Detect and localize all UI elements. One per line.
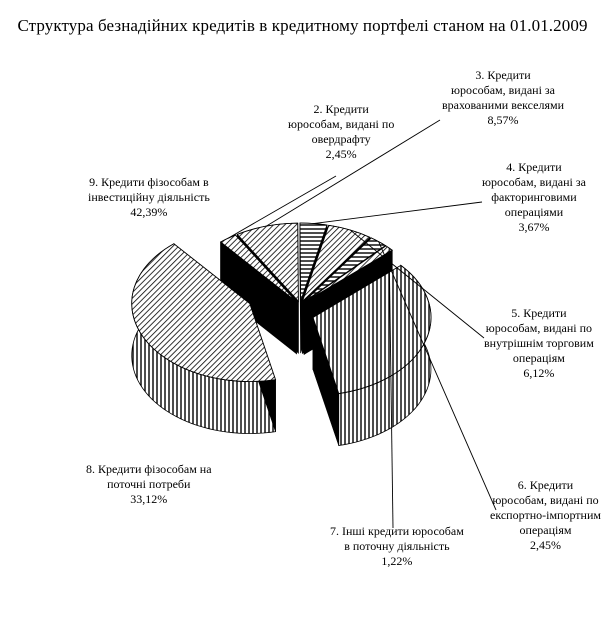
slice-label-4-line-4: операціями bbox=[504, 205, 564, 219]
slice-label-5-line-1: 5. Кредити bbox=[511, 306, 567, 320]
slice-label-2-line-2: юрособам, видані по bbox=[288, 117, 395, 131]
slice-label-3-line-2: юрособам, видані за bbox=[451, 83, 555, 97]
slice-label-2 bbox=[288, 102, 394, 162]
slice-label-5-line-4: операціям bbox=[512, 351, 565, 365]
chart-title: Структура безнадійних кредитів в кредитному портфелі станом на 01.01.2009 bbox=[17, 16, 588, 35]
slice-label-5-value: 6,12% bbox=[523, 366, 555, 380]
slice-label-8-line-2: поточні потреби bbox=[107, 477, 191, 491]
slice-label-8 bbox=[86, 462, 212, 507]
slice-label-4-line-3: факторинговими bbox=[491, 190, 577, 204]
slice-label-2-line-1: 2. Кредити bbox=[313, 102, 369, 116]
slice-label-2-line-3: овердрафту bbox=[311, 132, 371, 146]
slice-label-2-value: 2,45% bbox=[325, 147, 357, 161]
slice-label-6-line-3: експортно-імпортним bbox=[490, 508, 601, 522]
slice-label-6-value: 2,45% bbox=[529, 538, 561, 552]
slice-label-5 bbox=[484, 306, 594, 381]
slice-label-6-line-4: операціям bbox=[519, 523, 572, 537]
slice-label-9-line-1: 9. Кредити фізособам в bbox=[89, 175, 209, 189]
slice-label-5-line-2: юрособам, видані по bbox=[485, 321, 593, 335]
slice-label-3-line-3: врахованими векселями bbox=[442, 98, 565, 112]
slice-label-9-line-2: інвестиційну діяльність bbox=[88, 190, 210, 204]
slice-label-3 bbox=[442, 68, 564, 128]
slice-label-7-line-1: 7. Інші кредити юрособам bbox=[330, 524, 464, 538]
slice-label-8-line-1: 8. Кредити фізособам на bbox=[86, 462, 212, 476]
slice-label-4-line-2: юрособам, видані за bbox=[482, 175, 586, 189]
slice-label-7 bbox=[330, 524, 464, 569]
slice-label-3-line-1: 3. Кредити bbox=[475, 68, 531, 82]
slice-label-9 bbox=[88, 175, 210, 220]
slice-label-4-value: 3,67% bbox=[518, 220, 550, 234]
slice-label-7-value: 1,22% bbox=[381, 554, 413, 568]
slice-label-6 bbox=[490, 478, 601, 553]
slice-label-6-line-2: юрособам, видані по bbox=[492, 493, 599, 507]
slice-label-5-line-3: внутрішнім торговим bbox=[484, 336, 594, 350]
slice-label-9-value: 42,39% bbox=[130, 205, 168, 219]
slice-label-3-value: 8,57% bbox=[487, 113, 519, 127]
slice-label-6-line-1: 6. Кредити bbox=[517, 478, 574, 492]
slice-label-4-line-1: 4. Кредити bbox=[506, 160, 562, 174]
slice-label-7-line-2: в поточну діяльність bbox=[344, 539, 450, 553]
slice-label-4 bbox=[482, 160, 586, 235]
slice-label-8-value: 33,12% bbox=[130, 492, 168, 506]
leader-line-s4 bbox=[314, 202, 482, 224]
